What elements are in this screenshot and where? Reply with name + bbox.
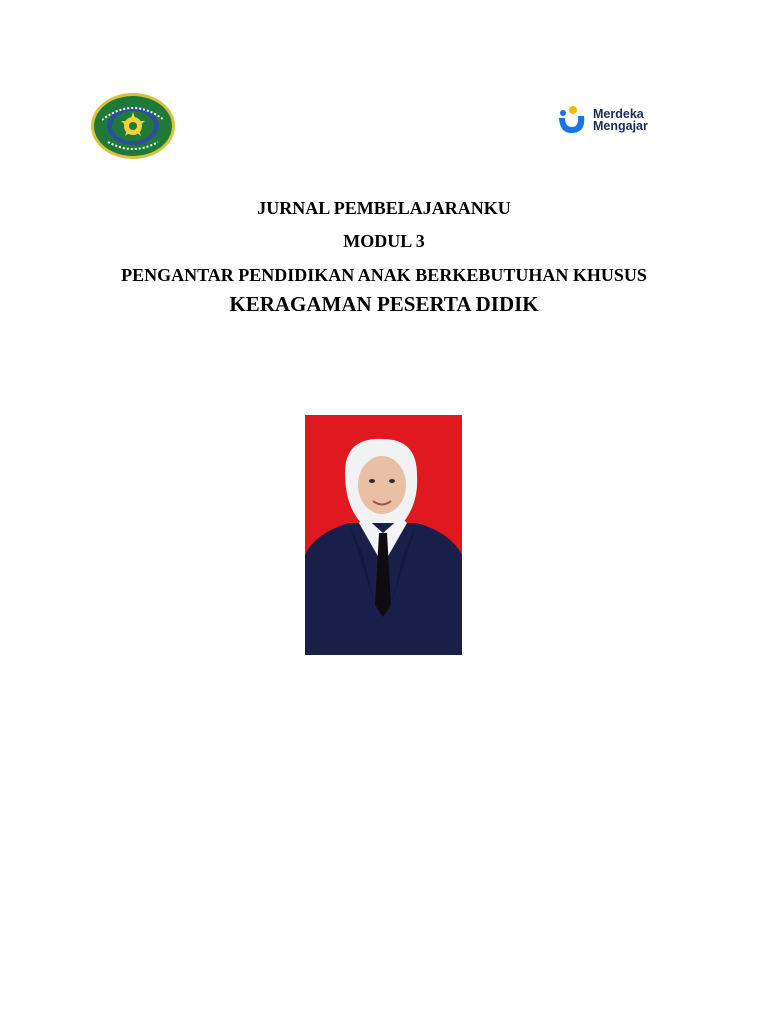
brand-line-1: Merdeka (593, 107, 644, 121)
merdeka-mengajar-logo (556, 104, 666, 138)
portrait-image (305, 415, 462, 655)
module-title: MODUL 3 (343, 231, 425, 251)
university-seal-icon (90, 92, 176, 160)
student-portrait-photo (305, 415, 462, 655)
brand-line-2: Mengajar (593, 119, 648, 133)
journal-title: JURNAL PEMBELAJARANKU (257, 198, 511, 218)
university-logo (90, 92, 176, 160)
topic-title: KERAGAMAN PESERTA DIDIK (229, 292, 539, 316)
merdeka-mengajar-mark-icon (556, 104, 588, 136)
title-block (100, 197, 668, 317)
course-title: PENGANTAR PENDIDIKAN ANAK BERKEBUTUHAN KHUSUS (121, 265, 647, 285)
merdeka-mengajar-wordmark (593, 108, 648, 132)
